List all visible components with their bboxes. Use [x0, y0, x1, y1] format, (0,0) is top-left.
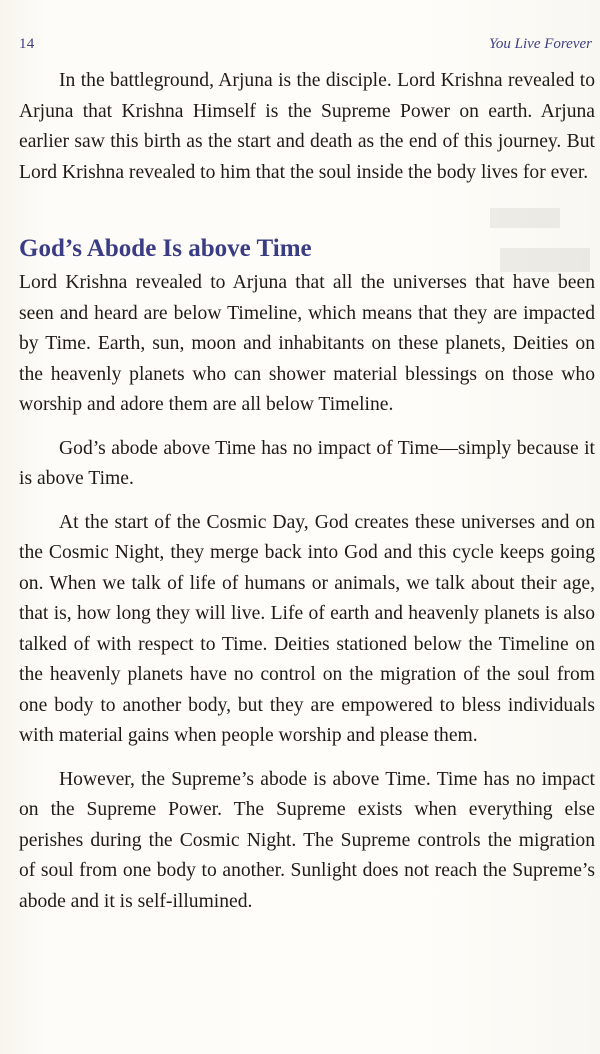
page-body — [19, 66, 595, 917]
running-title: You Live Forever — [488, 36, 592, 52]
paragraph-2: God’s abode above Time has no impact of Time—simply because it is above Time. — [19, 437, 595, 489]
paragraph-3: At the start of the Cosmic Day, God creates these universes and on the Cosmic Night, they merge back into God and this cycle keeps going on. When we talk of life of humans or animals, we talk about their age, that is, how long they will live. Life of earth and heavenly planets is also talked of with respect to Time. Deities stationed below the Timeline on the heavenly planets have no control on the migration of the soul from one body to another body, but they are empowered to bless individuals with material gains when people worship and please them. — [19, 511, 595, 746]
paragraph-1: Lord Krishna revealed to Arjuna that all the universes that have been seen and heard are below Timeline, which means that they are impacted by Time. Earth, sun, moon and inhabitants on these planets, Deities on the heavenly planets who can shower material blessings on those who worship and adore them are all below Timeline. — [19, 272, 595, 415]
section-heading: God’s Abode Is above Time — [19, 235, 312, 262]
page-header — [0, 36, 600, 54]
paragraph-4: However, the Supreme’s abode is above Time. Time has no impact on the Supreme Power. The Supreme exists when everything else perishes during the Cosmic Night. The Supreme controls the migration of soul from one body to another. Sunlight does not reach the Supreme’s abode and it is self-illumined. — [19, 768, 595, 912]
intro-paragraph: In the battleground, Arjuna is the disciple. Lord Krishna revealed to Arjuna that Krishna Himself is the Supreme Power on earth. Arjuna earlier saw this birth as the start and death as the end of this journey. But Lord Krishna revealed to him that the soul inside the body lives for ever. — [19, 70, 595, 183]
page-number: 14 — [19, 36, 35, 52]
